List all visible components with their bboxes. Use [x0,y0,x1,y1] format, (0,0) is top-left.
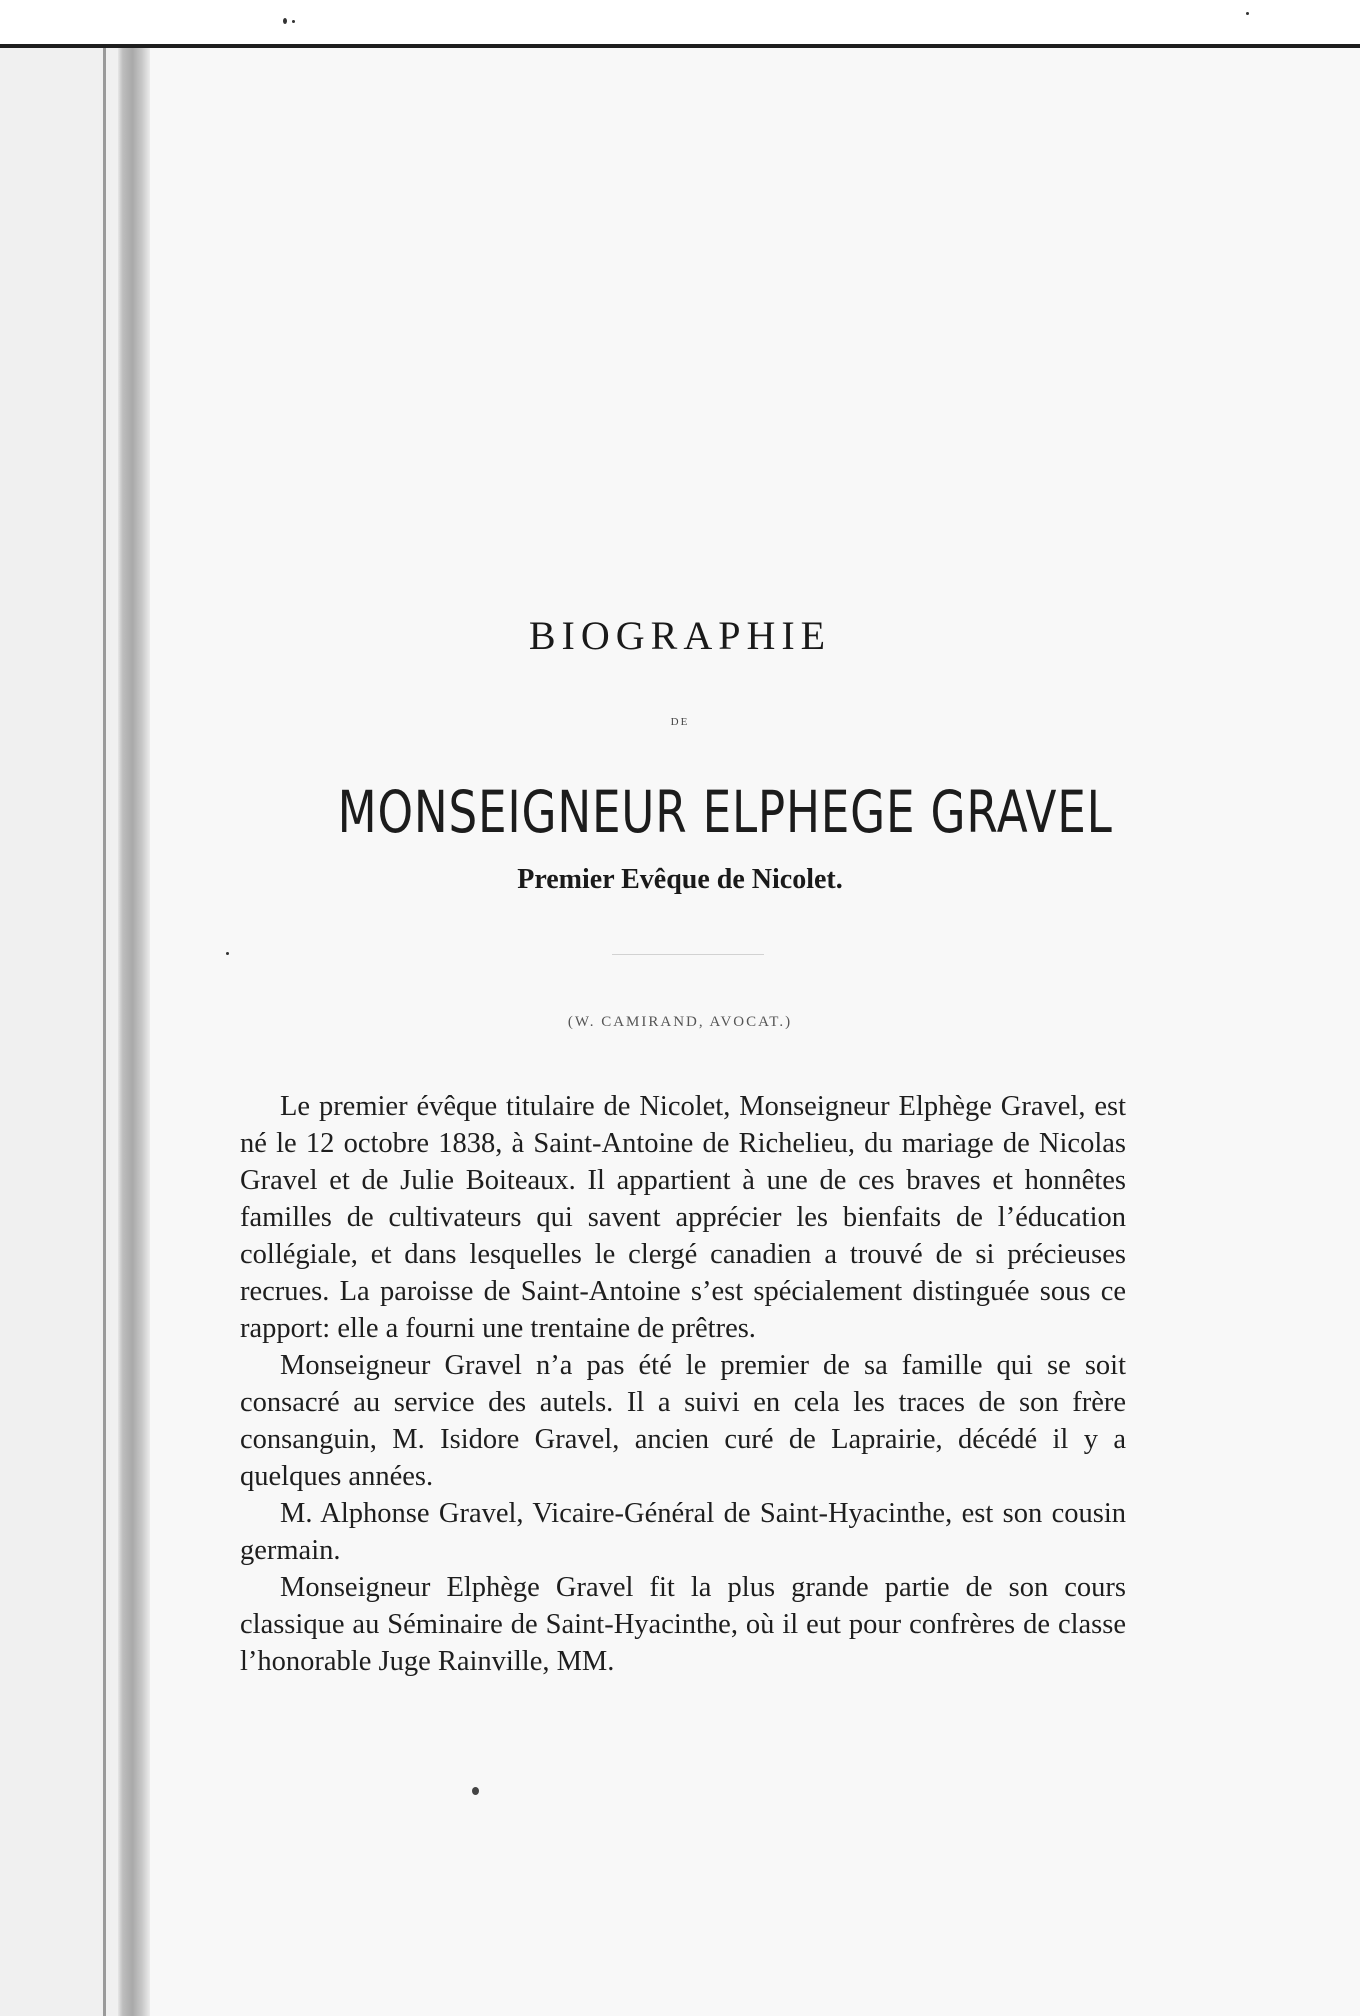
document-heading: BIOGRAPHIE [528,613,832,658]
paragraph: Le premier évêque titulaire de Nicolet, Monseigneur Elphège Gravel, est né le 12 octobre 1838, à Saint-Antoine de Richelieu, du mariage de Nicolas Gravel et de Julie Boiteaux. Il appartient à une de ces braves et honnêtes familles de cultivateurs qui savent apprécier les bienfaits de l’éducation collégiale, et dans lesquelles le clergé canadien a trouvé de si précieuses recrues. La paroisse de Saint-Antoine s’est spécialement distinguée sous ce rapport: elle a fourni une trentaine de prêtres. [240,1091,1126,1344]
separator-rule [612,954,764,955]
film-margin [0,0,1360,44]
gutter-line [103,48,106,2016]
heading-connector: DE [670,716,690,728]
page-mark [472,1787,479,1795]
dust-speck [283,18,287,24]
facing-page-edge [0,48,118,2016]
subject-subtitle: Premier Evêque de Nicolet. [517,864,843,895]
dust-speck [226,952,229,955]
author-credit: (W. CAMIRAND, AVOCAT.) [567,1014,793,1030]
dust-speck [1246,12,1249,15]
biography-subject-name: MONSEIGNEUR ELPHEGE GRAVEL [337,778,1113,846]
page-surface [150,48,1360,2016]
paragraph: M. Alphonse Gravel, Vicaire-Général de Saint-Hyacinthe, est son cousin germain. [240,1498,1126,1566]
book-gutter [118,48,150,2016]
paragraph: Monseigneur Elphège Gravel fit la plus grande partie de son cours classique au Séminaire de Saint-Hyacinthe, où il eut pour confrères de classe l’honorable Juge Rainville, MM. [240,1572,1126,1677]
body-text [240,1088,1126,1680]
dust-speck [292,20,295,23]
paragraph: Monseigneur Gravel n’a pas été le premier de sa famille qui se soit consacré au service des autels. Il a suivi en cela les traces de son frère consanguin, M. Isidore Gravel, ancien curé de Laprairie, décédé il y a quelques années. [240,1350,1126,1492]
